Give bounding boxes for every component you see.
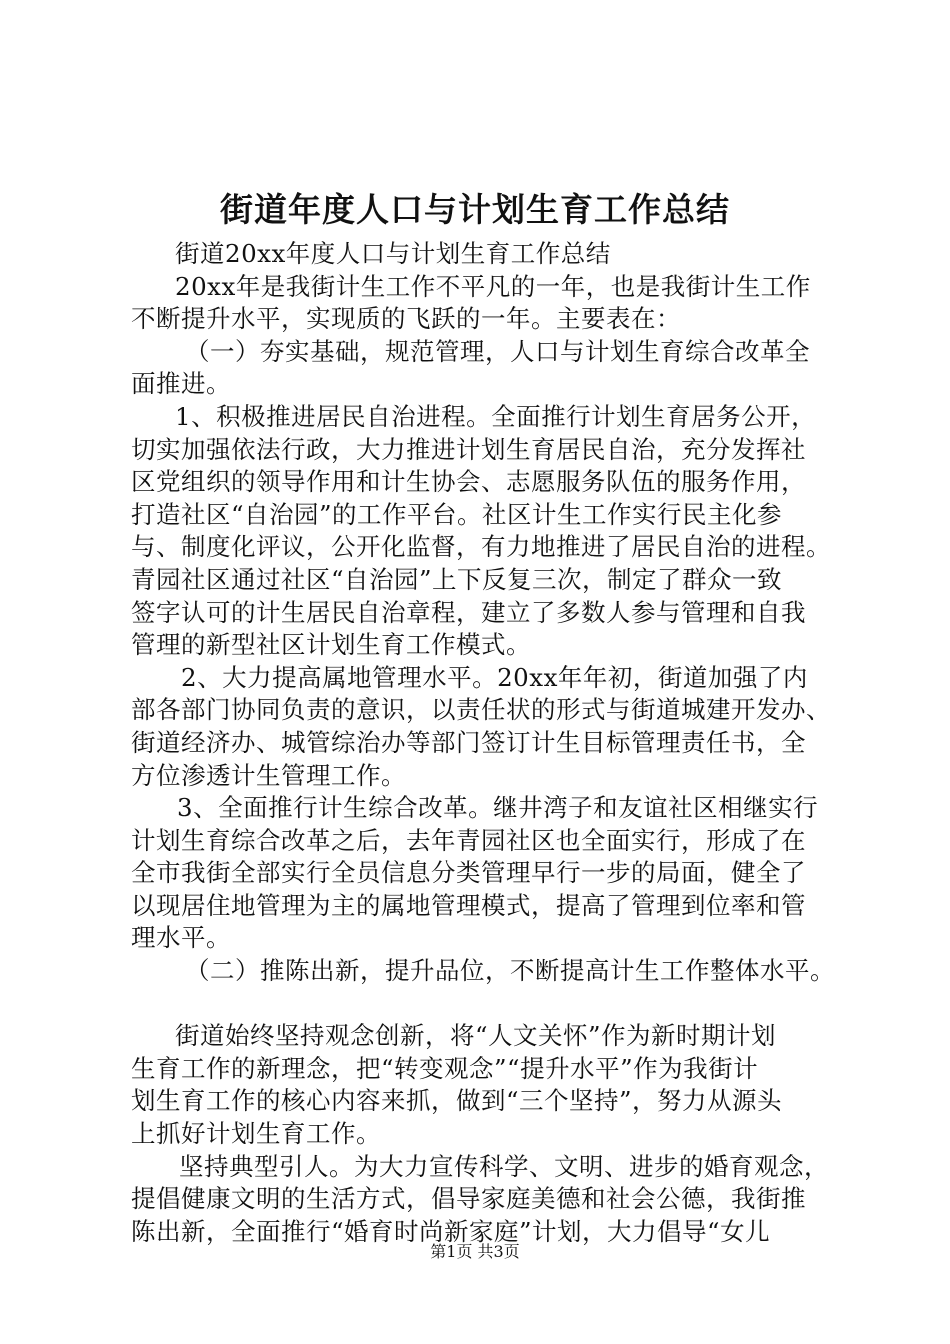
body-line: 计划生育综合改革之后，去年青园社区也全面实行，形成了在 bbox=[131, 825, 806, 855]
body-line: 上抓好计划生育工作。 bbox=[131, 1119, 381, 1149]
body-line: 方位渗透计生管理工作。 bbox=[131, 760, 406, 790]
body-line: （二）推陈出新，提升品位，不断提高计生工作整体水平。 bbox=[185, 956, 835, 986]
body-line: 面推进。 bbox=[131, 369, 231, 399]
page-footer: 第1页 共3页 bbox=[430, 1242, 520, 1261]
document-body bbox=[131, 238, 835, 1248]
document-title: 街道年度人口与计划生育工作总结 bbox=[220, 190, 730, 229]
blank-line bbox=[131, 988, 831, 1021]
body-line: 坚持典型引人。为大力宣传科学、文明、进步的婚育观念， bbox=[179, 1151, 829, 1181]
body-line: 街道经济办、城管综治办等部门签订计生目标管理责任书，全 bbox=[131, 727, 806, 757]
body-line: 理水平。 bbox=[131, 923, 231, 953]
body-line: 切实加强依法行政，大力推进计划生育居民自治，充分发挥社 bbox=[131, 434, 806, 464]
body-line: 3、全面推行计生综合改革。继井湾子和友谊社区相继实行 bbox=[177, 793, 819, 823]
body-line: 陈出新，全面推行“婚育时尚新家庭”计划，大力倡导“女儿 bbox=[131, 1216, 771, 1246]
body-line: 部各部门协同负责的意识，以责任状的形式与街道城建开发办、 bbox=[131, 695, 831, 725]
body-line: 生育工作的新理念，把“转变观念”“提升水平”作为我街计 bbox=[131, 1053, 759, 1083]
body-line: 不断提升水平，实现质的飞跃的一年。主要表在： bbox=[131, 304, 681, 334]
body-line: 全市我街全部实行全员信息分类管理早行一步的局面，健全了 bbox=[131, 858, 806, 888]
body-line: 管理的新型社区计划生育工作模式。 bbox=[131, 630, 531, 660]
body-line: 签字认可的计生居民自治章程，建立了多数人参与管理和自我 bbox=[131, 597, 806, 627]
body-line: 提倡健康文明的生活方式，倡导家庭美德和社会公德，我街推 bbox=[131, 1184, 806, 1214]
body-line: （一）夯实基础，规范管理，人口与计划生育综合改革全 bbox=[185, 336, 810, 366]
body-line: 划生育工作的核心内容来抓，做到“三个坚持”，努力从源头 bbox=[131, 1086, 783, 1116]
body-line: 街道始终坚持观念创新，将“人文关怀”作为新时期计划 bbox=[175, 1021, 777, 1051]
body-line: 街道20xx年度人口与计划生育工作总结 bbox=[175, 239, 611, 268]
body-line: 与、制度化评议，公开化监督，有力地推进了居民自治的进程。 bbox=[131, 532, 831, 562]
body-line: 青园社区通过社区“自治园”上下反复三次，制定了群众一致 bbox=[131, 564, 783, 594]
body-line: 以现居住地管理为主的属地管理模式，提高了管理到位率和管 bbox=[131, 890, 806, 920]
body-line: 区党组织的领导作用和计生协会、志愿服务队伍的服务作用， bbox=[131, 467, 806, 497]
body-line: 20xx年是我街计生工作不平凡的一年，也是我街计生工作 bbox=[175, 271, 811, 301]
body-line: 1、积极推进居民自治进程。全面推行计划生育居务公开， bbox=[175, 401, 817, 431]
body-line: 2、大力提高属地管理水平。20xx年年初，街道加强了内 bbox=[181, 662, 808, 692]
body-line: 打造社区“自治园”的工作平台。社区计生工作实行民主化参 bbox=[131, 499, 783, 529]
